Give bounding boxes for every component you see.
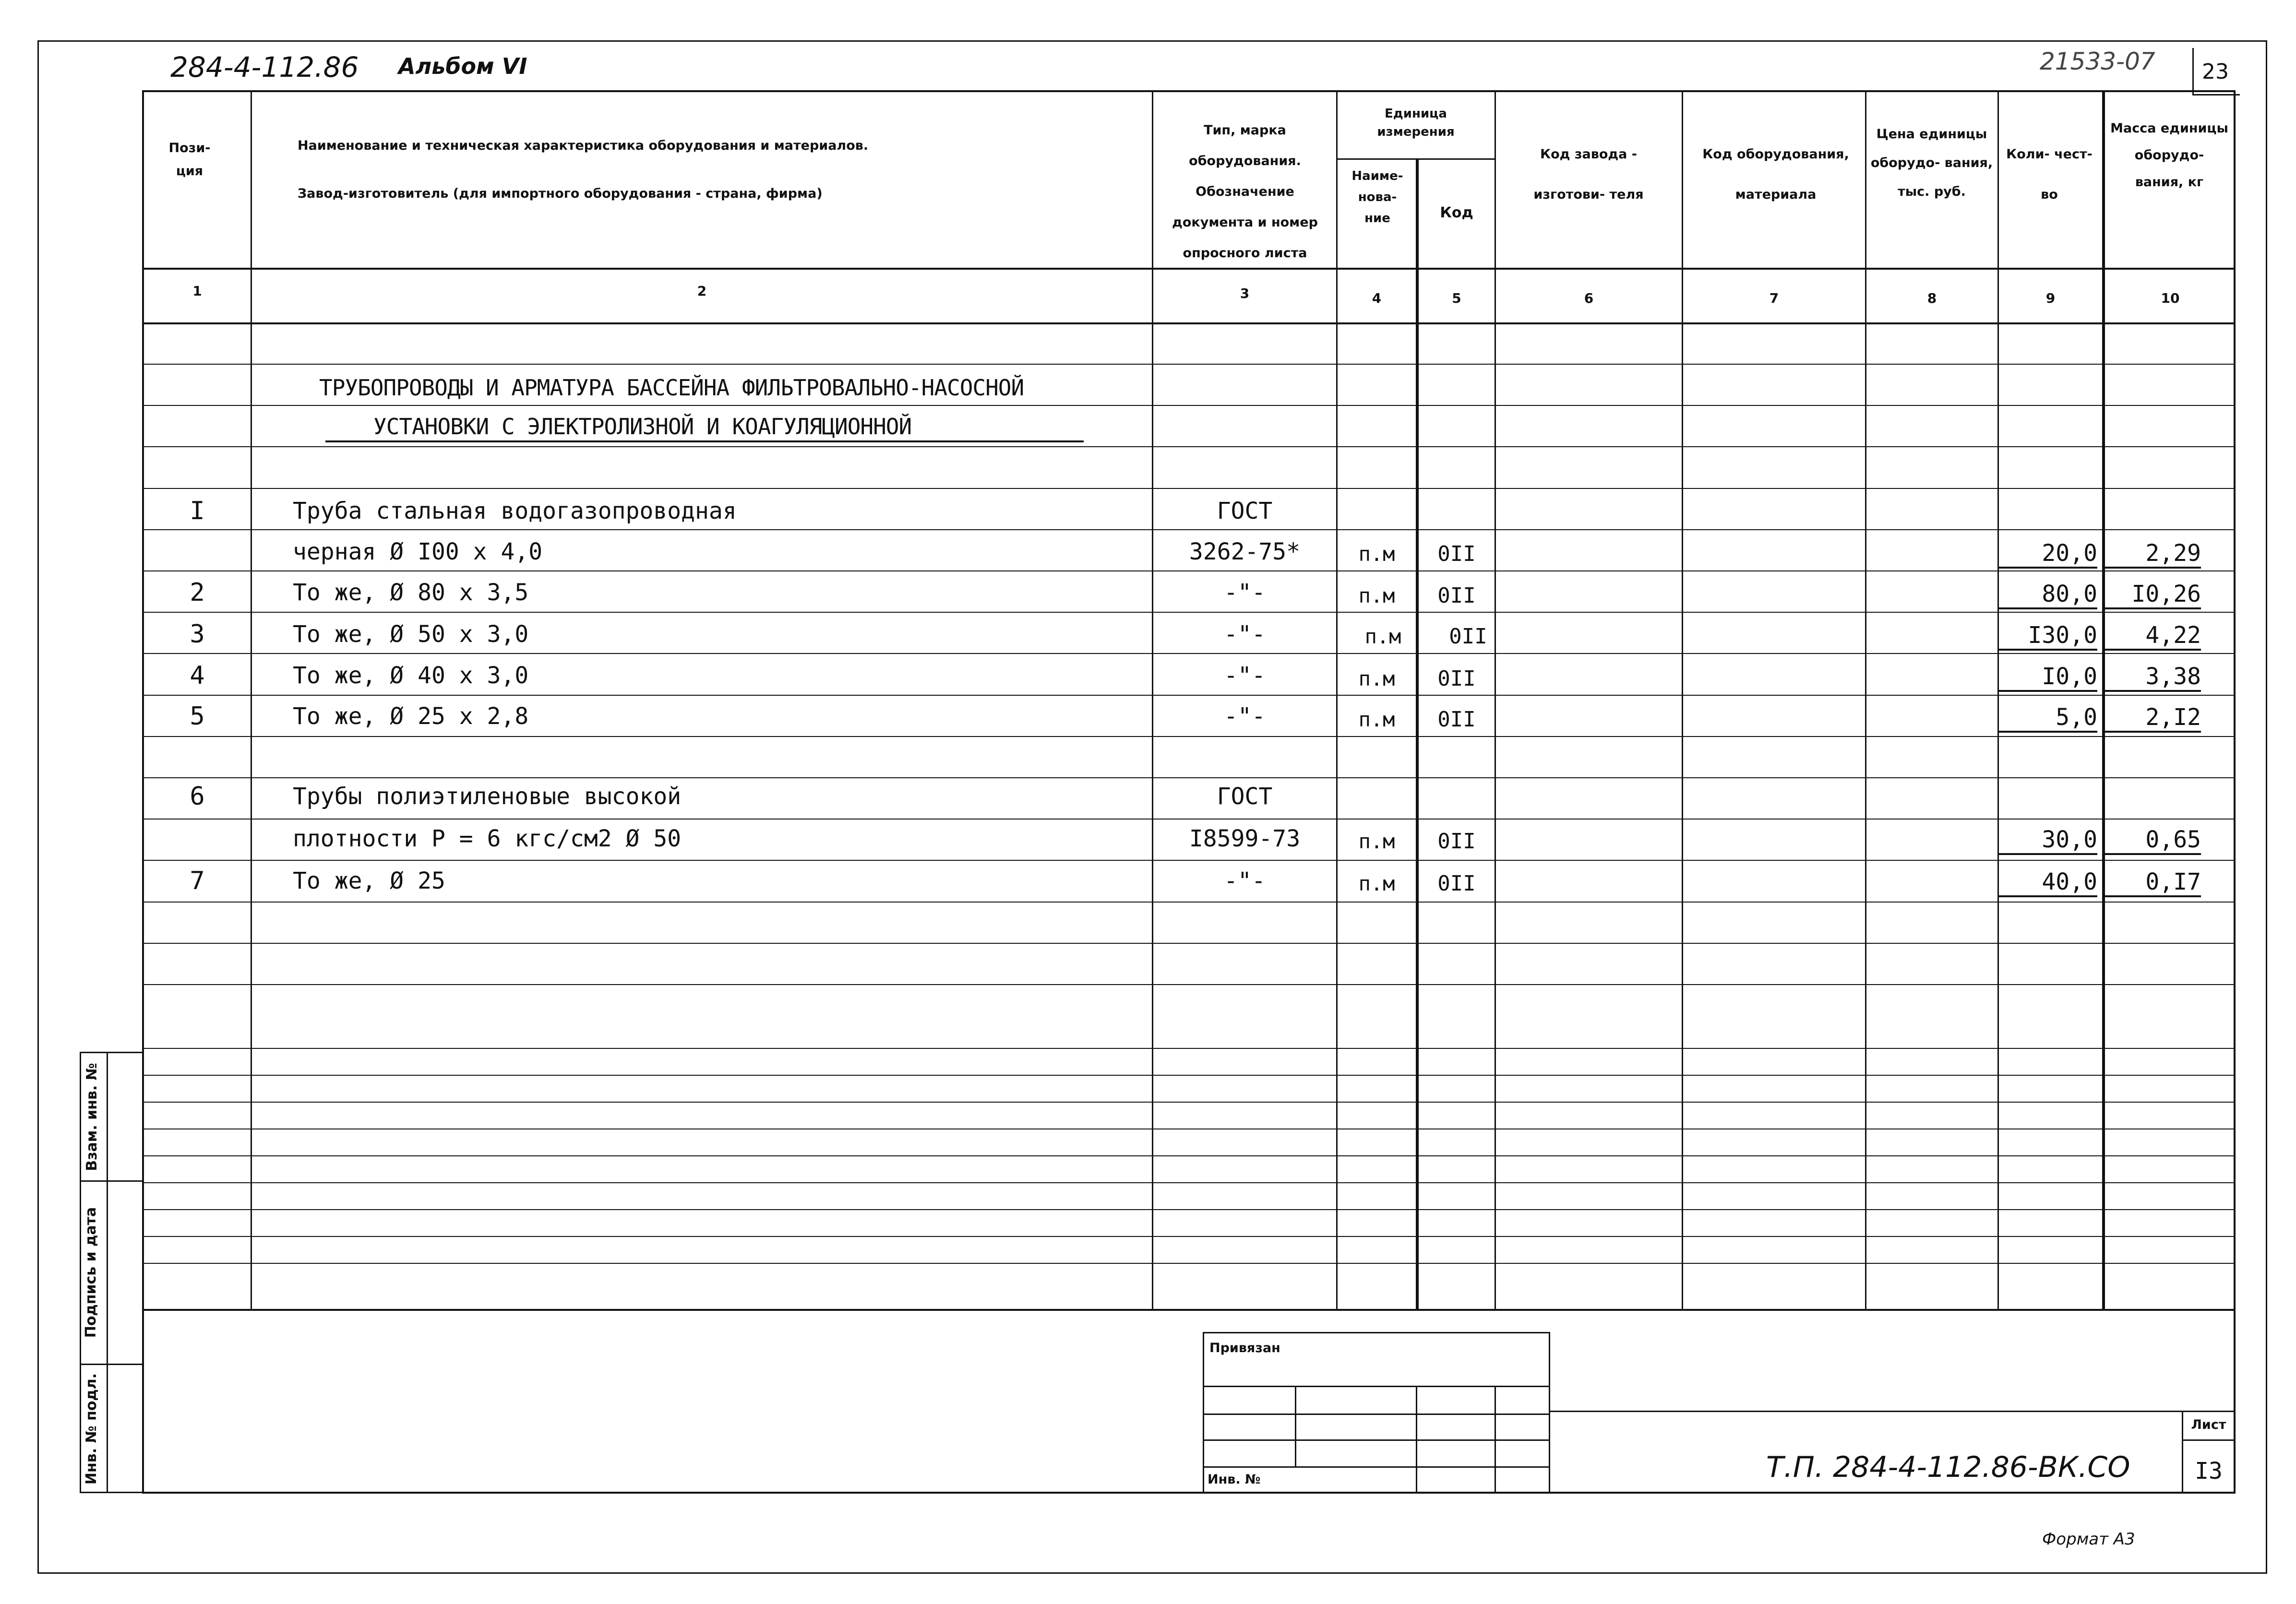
row-doc: -"- [1224, 867, 1266, 894]
colnum-4: 4 [1372, 290, 1382, 306]
colnum-10: 10 [2161, 290, 2180, 306]
side-stamp-col [107, 1052, 108, 1493]
col-line [1997, 90, 1999, 1309]
row-rule [142, 943, 2236, 944]
table-body-bottom [142, 1309, 2236, 1311]
row-qty: 20,0 [1999, 540, 2097, 569]
title-line [1550, 1411, 2236, 1412]
row-code: 0II [1437, 871, 1476, 896]
row-doc: -"- [1224, 621, 1266, 648]
row-code: 0II [1437, 542, 1476, 566]
header-col2-line2: Завод-изготовитель (для импортного оборудования - страна, фирма) [298, 186, 823, 201]
row-qty: 80,0 [1999, 581, 2097, 609]
col-line [251, 90, 252, 1309]
row-mass: I0,26 [2105, 581, 2201, 609]
title-line [1495, 1386, 1496, 1493]
header-col8: Цена единицы оборудо- вания, тыс. руб. [1870, 127, 1993, 199]
section-title-line1: ТРУБОПРОВОДЫ И АРМАТУРА БАССЕЙНА ФИЛЬТРОВАЛЬНО-НАСОСНОЙ [319, 375, 1024, 401]
row-rule [142, 653, 2236, 654]
header-col7: Код оборудования, материала [1702, 147, 1849, 202]
row-rule [142, 446, 2236, 447]
row-rule [142, 695, 2236, 696]
header-col45: Единица измерения [1377, 107, 1455, 139]
row-unit: п.м [1358, 708, 1395, 731]
row-rule [142, 405, 2236, 406]
title-line [1416, 1386, 1417, 1493]
row-position: I [190, 497, 205, 525]
row-qty: I0,0 [1999, 663, 2097, 692]
colnum-7: 7 [1769, 290, 1779, 306]
row-rule [142, 529, 2236, 530]
row-doc: -"- [1224, 703, 1266, 730]
row-doc: -"- [1224, 662, 1266, 689]
header-col6: Код завода - изготови- теля [1533, 147, 1644, 202]
colnum-1: 1 [192, 283, 202, 299]
side-stamp-podpis: Подпись и дата [83, 1207, 99, 1338]
archive-number: 21533-07 [2040, 48, 2155, 75]
row-unit: п.м [1358, 584, 1395, 607]
row-mass: 4,22 [2105, 622, 2201, 651]
header-col3: Тип, марка оборудования. Обозначение документа и номер опросного листа [1172, 123, 1318, 261]
row-rule [142, 777, 2236, 778]
row-doc: ГОСТ [1217, 783, 1273, 810]
row-rule [142, 819, 2236, 820]
row-rule [142, 488, 2236, 489]
row-doc: -"- [1224, 579, 1266, 606]
row-rule [142, 984, 2236, 985]
row-position: 7 [190, 867, 205, 895]
album-label: Альбом VI [398, 53, 527, 79]
row-rule [142, 1102, 2236, 1103]
title-line [1295, 1386, 1296, 1467]
row-unit: п.м [1358, 667, 1395, 690]
side-stamp-inv: Инв. № подл. [83, 1373, 100, 1485]
title-line [1203, 1414, 1550, 1415]
colnum-2: 2 [697, 283, 707, 299]
inv-no-label: Инв. № [1208, 1472, 1261, 1487]
row-name: То же, Ø 80 x 3,5 [293, 579, 529, 606]
col45-subheader-line [1336, 158, 1495, 160]
col-line [2102, 90, 2105, 1309]
row-name: То же, Ø 50 x 3,0 [293, 621, 529, 648]
col-line [1152, 90, 1153, 1309]
row-code: 0II [1437, 666, 1476, 691]
header-col4: Наиме- нова- ние [1351, 169, 1403, 226]
colnum-divider [142, 322, 2236, 324]
side-stamp-vzam: Взам. инв. № [84, 1063, 100, 1171]
title-line [1203, 1439, 1550, 1441]
colnum-8: 8 [1927, 290, 1937, 306]
row-rule [142, 736, 2236, 737]
row-code: 0II [1437, 707, 1476, 732]
row-rule [142, 860, 2236, 861]
row-position: 6 [190, 782, 205, 811]
project-code: 284-4-112.86 [170, 51, 359, 83]
title-line [1203, 1386, 1550, 1387]
row-mass: 0,65 [2105, 826, 2201, 855]
row-unit: п.м [1358, 830, 1395, 853]
row-name: Трубы полиэтиленовые высокой [293, 783, 682, 810]
row-qty: 30,0 [1999, 826, 2097, 855]
row-name: плотности Р = 6 кгс/см2 Ø 50 [293, 825, 682, 852]
header-col10: Масса единицы оборудо- вания, кг [2110, 121, 2228, 190]
row-rule [142, 1182, 2236, 1183]
row-code: 0II [1449, 624, 1487, 649]
col-line [1865, 90, 1866, 1309]
colnum-5: 5 [1452, 290, 1461, 306]
row-qty: I30,0 [1999, 622, 2097, 651]
row-position: 5 [190, 702, 205, 731]
row-rule [142, 1075, 2236, 1076]
sheet-number: 23 [2202, 59, 2229, 84]
row-rule [142, 1236, 2236, 1237]
row-rule [142, 1155, 2236, 1156]
row-unit: п.м [1358, 542, 1395, 566]
colnum-3: 3 [1240, 285, 1250, 301]
col-line [1682, 90, 1683, 1309]
header-col9: Коли- чест- во [2006, 147, 2093, 202]
row-position: 2 [190, 578, 205, 607]
row-rule [142, 364, 2236, 365]
row-mass: 2,I2 [2105, 704, 2201, 733]
row-mass: 0,I7 [2105, 868, 2201, 897]
row-position: 4 [190, 661, 205, 690]
header-col1: Пози- ция [168, 141, 211, 178]
format-label: Формат А3 [2042, 1530, 2135, 1549]
row-code: 0II [1437, 583, 1476, 608]
row-mass: 3,38 [2105, 663, 2201, 692]
row-name: То же, Ø 40 x 3,0 [293, 662, 529, 689]
row-qty: 5,0 [1999, 704, 2097, 733]
list-number: I3 [2195, 1458, 2223, 1485]
row-name: То же, Ø 25 [293, 867, 445, 894]
row-doc: 3262-75* [1189, 538, 1301, 565]
title-line [2182, 1439, 2236, 1441]
row-rule [142, 1048, 2236, 1049]
row-name: То же, Ø 25 x 2,8 [293, 703, 529, 730]
row-rule [142, 1209, 2236, 1210]
row-rule [142, 1263, 2236, 1264]
list-label: Лист [2191, 1417, 2226, 1432]
colnum-9: 9 [2045, 290, 2056, 306]
col-line [1336, 90, 1338, 1309]
row-position: 3 [190, 620, 205, 649]
row-rule [142, 902, 2236, 903]
header-col2-line1: Наименование и техническая характеристика оборудования и материалов. [298, 138, 869, 153]
row-name: черная Ø I00 x 4,0 [293, 538, 543, 565]
header-col5: Код [1440, 204, 1473, 221]
row-name: Труба стальная водогазопроводная [293, 498, 737, 524]
privyazan-label: Привязан [1209, 1341, 1280, 1355]
row-unit: п.м [1358, 872, 1395, 895]
row-unit: п.м [1364, 625, 1401, 648]
row-mass: 2,29 [2105, 540, 2201, 569]
col-line [1495, 90, 1496, 1309]
document-code: Т.П. 284-4-112.86-ВК.СО [1766, 1450, 2130, 1484]
row-doc: ГОСТ [1217, 498, 1273, 524]
row-doc: I8599-73 [1189, 825, 1301, 852]
row-rule [142, 612, 2236, 613]
row-rule [142, 570, 2236, 571]
row-qty: 40,0 [1999, 868, 2097, 897]
colnum-6: 6 [1584, 290, 1594, 306]
row-code: 0II [1437, 829, 1476, 854]
section-title-line2: УСТАНОВКИ С ЭЛЕКТРОЛИЗНОЙ И КОАГУЛЯЦИОННОЙ [325, 413, 1084, 442]
